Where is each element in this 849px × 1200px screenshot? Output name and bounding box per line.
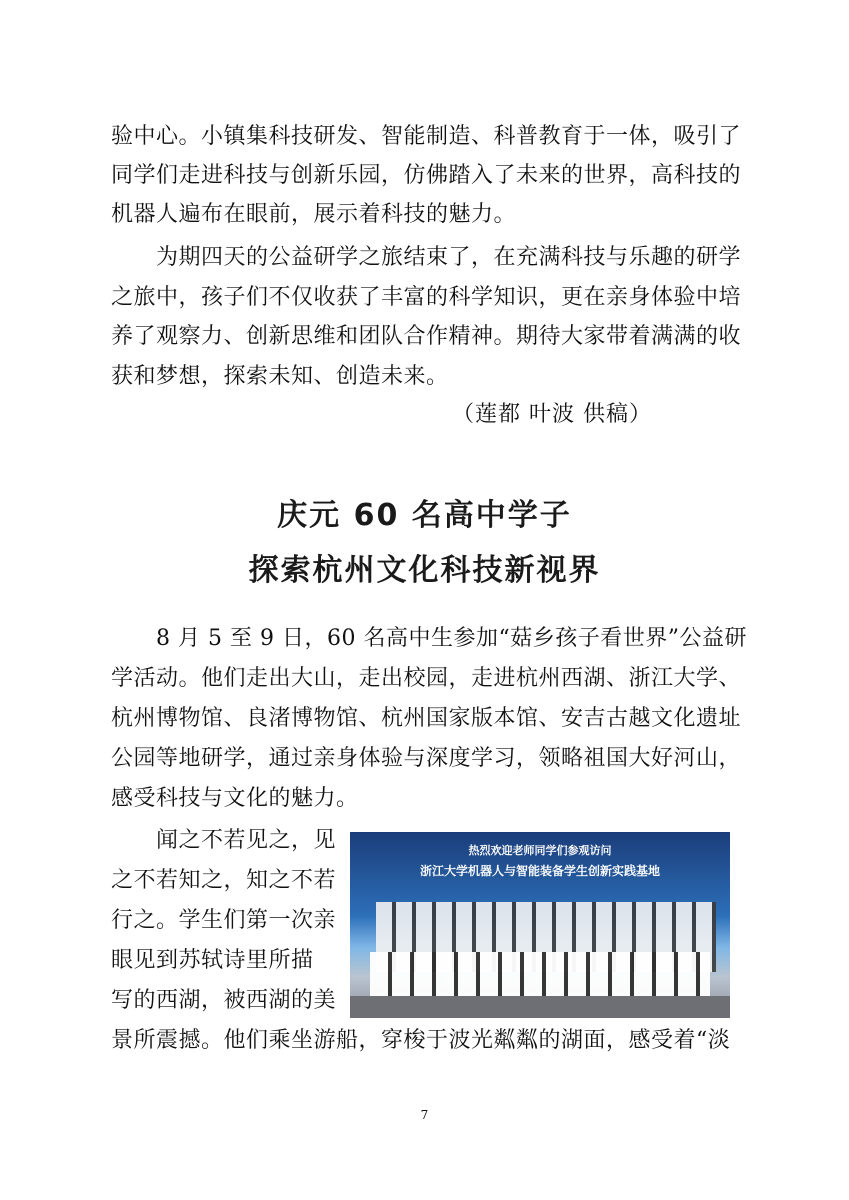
article2-wrap-line: 之不若知之，知之不若 (111, 868, 337, 893)
article2-wrap-line: 行之。学生们第一次亲 (111, 908, 337, 933)
article2-line: 杭州博物馆、良渚博物馆、杭州国家版本馆、安吉古越文化遗址 (111, 706, 742, 731)
group-photo (350, 832, 730, 1018)
article1-line: 机器人遍布在眼前，展示着科技的魅力。 (111, 202, 517, 227)
article1-line: 之旅中，孩子们不仅收获了丰富的科学知识，更在亲身体验中培 (111, 285, 742, 310)
page-number: 7 (420, 1108, 429, 1122)
article2-line: 公园等地研学，通过亲身体验与深度学习，领略祖国大好河山， (111, 746, 742, 771)
article2-wrap-line: 写的西湖，被西湖的美 (111, 988, 337, 1013)
article2-wrap-line: 闻之不若见之，见 (111, 828, 337, 853)
article2-line: 8 月 5 至 9 日，60 名高中生参加“菇乡孩子看世界”公益研 (111, 626, 747, 651)
article1-line: 为期四天的公益研学之旅结束了，在充满科技与乐趣的研学 (111, 245, 742, 270)
students-front-row (370, 952, 710, 1002)
article2-wrap-line: 景所震撼。他们乘坐游船，穿梭于波光粼粼的湖面，感受着“淡 (111, 1028, 731, 1053)
article1-line: 验中心。小镇集科技研发、智能制造、科普教育于一体，吸引了 (111, 124, 742, 149)
article1-line: 养了观察力、创新思维和团队合作精神。期待大家带着满满的收 (111, 324, 742, 349)
article2-wrap-line: 眼见到苏轼诗里所描 (111, 948, 314, 973)
photo-banner-base-name: 浙江大学机器人与智能装备学生创新实践基地 (419, 864, 660, 878)
article1-credit: （莲都 叶波 供稿） (452, 402, 652, 427)
article2-line: 感受科技与文化的魅力。 (111, 786, 359, 811)
article2-line: 学活动。他们走出大山，走出校园，走进杭州西湖、浙江大学、 (111, 666, 742, 691)
article1-line: 获和梦想，探索未知、创造未来。 (111, 364, 449, 389)
article2-title-line2: 探索杭州文化科技新视界 (248, 553, 601, 588)
photo-banner-welcome: 热烈欢迎老师同学们参观访问 (468, 844, 612, 857)
article2-title-line1: 庆元 60 名高中学子 (277, 498, 572, 533)
article1-line: 同学们走进科技与创新乐园，仿佛踏入了未来的世界，高科技的 (111, 163, 742, 188)
photo-floor (350, 996, 730, 1018)
